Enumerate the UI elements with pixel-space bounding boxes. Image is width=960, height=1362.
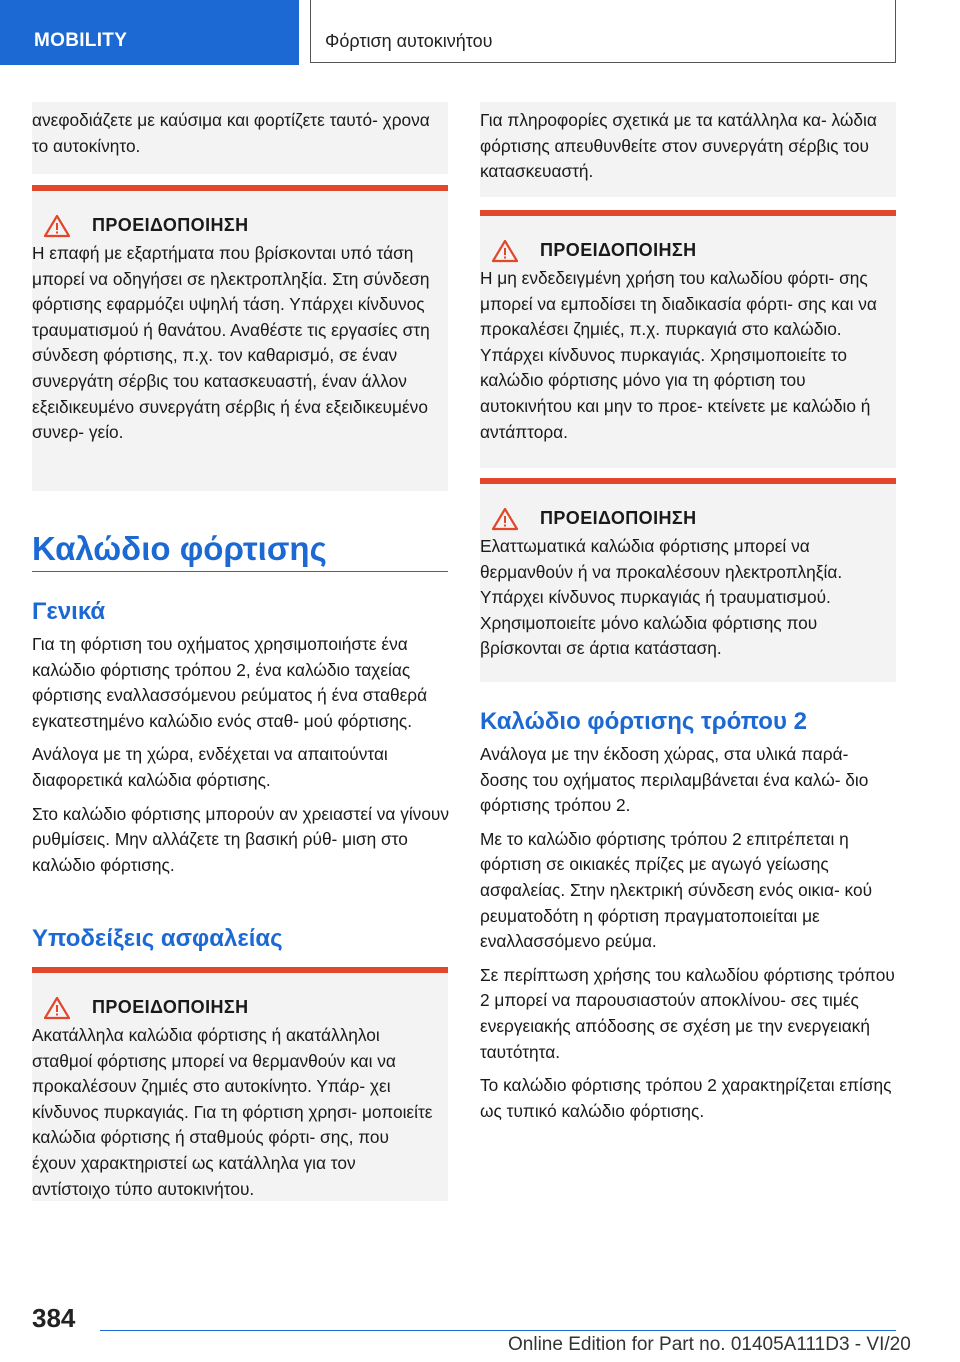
- warning-title: ΠΡΟΕΙΔΟΠΟΙΗΣΗ: [92, 215, 249, 236]
- warning-title: ΠΡΟΕΙΔΟΠΟΙΗΣΗ: [92, 997, 249, 1018]
- warning-body: Ελαττωματικά καλώδια φόρτισης μπορεί να θερμανθούν ή να προκαλέσουν ηλεκτροπληξία. Υπάρχει κίνδυνος πυρκαγιάς ή τραυματισμού. Χρησιμοποιείτε μόνο καλώδια φόρτισης που βρίσκονται σε άρτια κατάσταση.: [480, 536, 843, 659]
- heading-charging-cable: Καλώδιο φόρτισης: [32, 530, 448, 572]
- mode2-paragraph: Με το καλώδιο φόρτισης τρόπου 2 επιτρέπεται η φόρτιση σε οικιακές πρίζες με αγωγό γείωσης ασφαλείας. Στην ηλεκτρική σύνδεση ενός οικια- κού ρευματοδότη η φόρτιση πραγματοποιείται με εναλλασσόμενο ρεύμα.: [480, 828, 873, 952]
- intro-box-left: [32, 102, 448, 174]
- warning-triangle-icon: [44, 214, 70, 238]
- warning-box-2: [32, 967, 448, 1201]
- warning-body: Ακατάλληλα καλώδια φόρτισης ή ακατάλληλοι σταθμοί φόρτισης μπορεί να θερμανθούν και να προκαλέσουν ζημιές στο αυτοκίνητο. Υπάρ- χει κίνδυνος πυρκαγιάς. Για τη φόρτιση χρησι- μοποιείτε καλώδια φόρτισης ή σταθμούς φόρτι- σης, που έχουν χαρακτηριστεί ως κατάλληλα για τον αντίστοιχο τύπο αυτοκινήτου.: [32, 1025, 433, 1199]
- footer-edition: Online Edition for Part no. 01405A111D3 - VI/20: [508, 1334, 911, 1355]
- heading-mode2-cable: Καλώδιο φόρτισης τρόπου 2: [480, 708, 807, 735]
- page-number: 384: [32, 1303, 76, 1333]
- intro-text-left: ανεφοδιάζετε με καύσιμα και φορτίζετε ταυτό- χρονα το αυτοκίνητο.: [32, 110, 430, 156]
- heading-general: Γενικά: [32, 598, 106, 625]
- warning-box-3: [480, 210, 896, 468]
- warning-title: ΠΡΟΕΙΔΟΠΟΙΗΣΗ: [540, 240, 697, 261]
- warning-body: Η επαφή με εξαρτήματα που βρίσκονται υπό τάση μπορεί να οδηγήσει σε ηλεκτροπληξία. Στη σύνδεση φόρτισης εφαρμόζει υψηλή τάση. Υπάρχει κίνδυνος τραυματισμού ή θανάτου. Αναθέστε τις εργασίες στη σύνδεση φόρτισης, π.χ. τον καθαρισμό, σε έναν συνεργάτη σέρβις του κατασκευαστή, έναν άλλον εξειδικευμένο συνεργάτη σέρβις ή ένα εξειδικευμένο συνερ- γείο.: [32, 243, 430, 443]
- general-text: [32, 632, 450, 886]
- mode2-paragraph: Το καλώδιο φόρτισης τρόπου 2 χαρακτηρίζεται επίσης ως τυπικό καλώδιο φόρτισης.: [480, 1075, 892, 1121]
- warning-box-1: [32, 185, 448, 491]
- footer-divider: [100, 1330, 896, 1331]
- page-header-title: Φόρτιση αυτοκινήτου: [310, 0, 896, 63]
- heading-safety: Υποδείξεις ασφαλείας: [32, 925, 283, 952]
- mode2-text: [480, 742, 898, 1132]
- mode2-paragraph: Ανάλογα με την έκδοση χώρας, στα υλικά παρά- δοσης του οχήματος περιλαμβάνεται ένα καλώ- διο φόρτισης τρόπου 2.: [480, 744, 869, 816]
- warning-triangle-icon: [44, 996, 70, 1020]
- warning-body: Η μη ενδεδειγμένη χρήση του καλωδίου φόρτι- σης μπορεί να εμποδίσει τη διαδικασία φόρτι- σης και να προκαλέσει ζημιές, π.χ. πυρκαγιά στο καλώδιο. Υπάρχει κίνδυνος πυρκαγιάς. Χρησιμοποιείτε το καλώδιο φόρτισης μόνο για τη φόρτιση του αυτοκινήτου και μην το προε- κτείνετε με καλώδιο ή αντάπτορα.: [480, 268, 877, 442]
- intro-text-right: Για πληροφορίες σχετικά με τα κατάλληλα κα- λώδια φόρτισης απευθυνθείτε στον συνεργάτη σέρβις του κατασκευαστή.: [480, 110, 877, 182]
- warning-triangle-icon: [492, 507, 518, 531]
- warning-box-4: [480, 478, 896, 682]
- mode2-paragraph: Σε περίπτωση χρήσης του καλωδίου φόρτισης τρόπου 2 μπορεί να παρουσιαστούν αποκλίνου- σες τιμές ενεργειακής απόδοσης σε σχέση με την ενεργειακή ταυτότητα.: [480, 964, 895, 1062]
- warning-title: ΠΡΟΕΙΔΟΠΟΙΗΣΗ: [540, 508, 697, 529]
- general-paragraph: Ανάλογα με τη χώρα, ενδέχεται να απαιτούνται διαφορετικά καλώδια φόρτισης.: [32, 744, 388, 790]
- general-paragraph: Για τη φόρτιση του οχήματος χρησιμοποιήστε ένα καλώδιο φόρτισης τρόπου 2, ένα καλώδιο ταχείας φόρτισης εναλλασσόμενου ρεύματος ή ένα σταθερά εγκατεστημένο καλώδιο ενός σταθ- μού φόρτισης.: [32, 634, 428, 731]
- section-tab: MOBILITY: [0, 0, 299, 65]
- general-paragraph: Στο καλώδιο φόρτισης μπορούν αν χρειαστεί να γίνουν ρυθμίσεις. Μην αλλάζετε τη βασική ρύθ- μιση στο καλώδιο φόρτισης.: [32, 803, 450, 875]
- intro-box-right: [480, 102, 896, 197]
- warning-triangle-icon: [492, 239, 518, 263]
